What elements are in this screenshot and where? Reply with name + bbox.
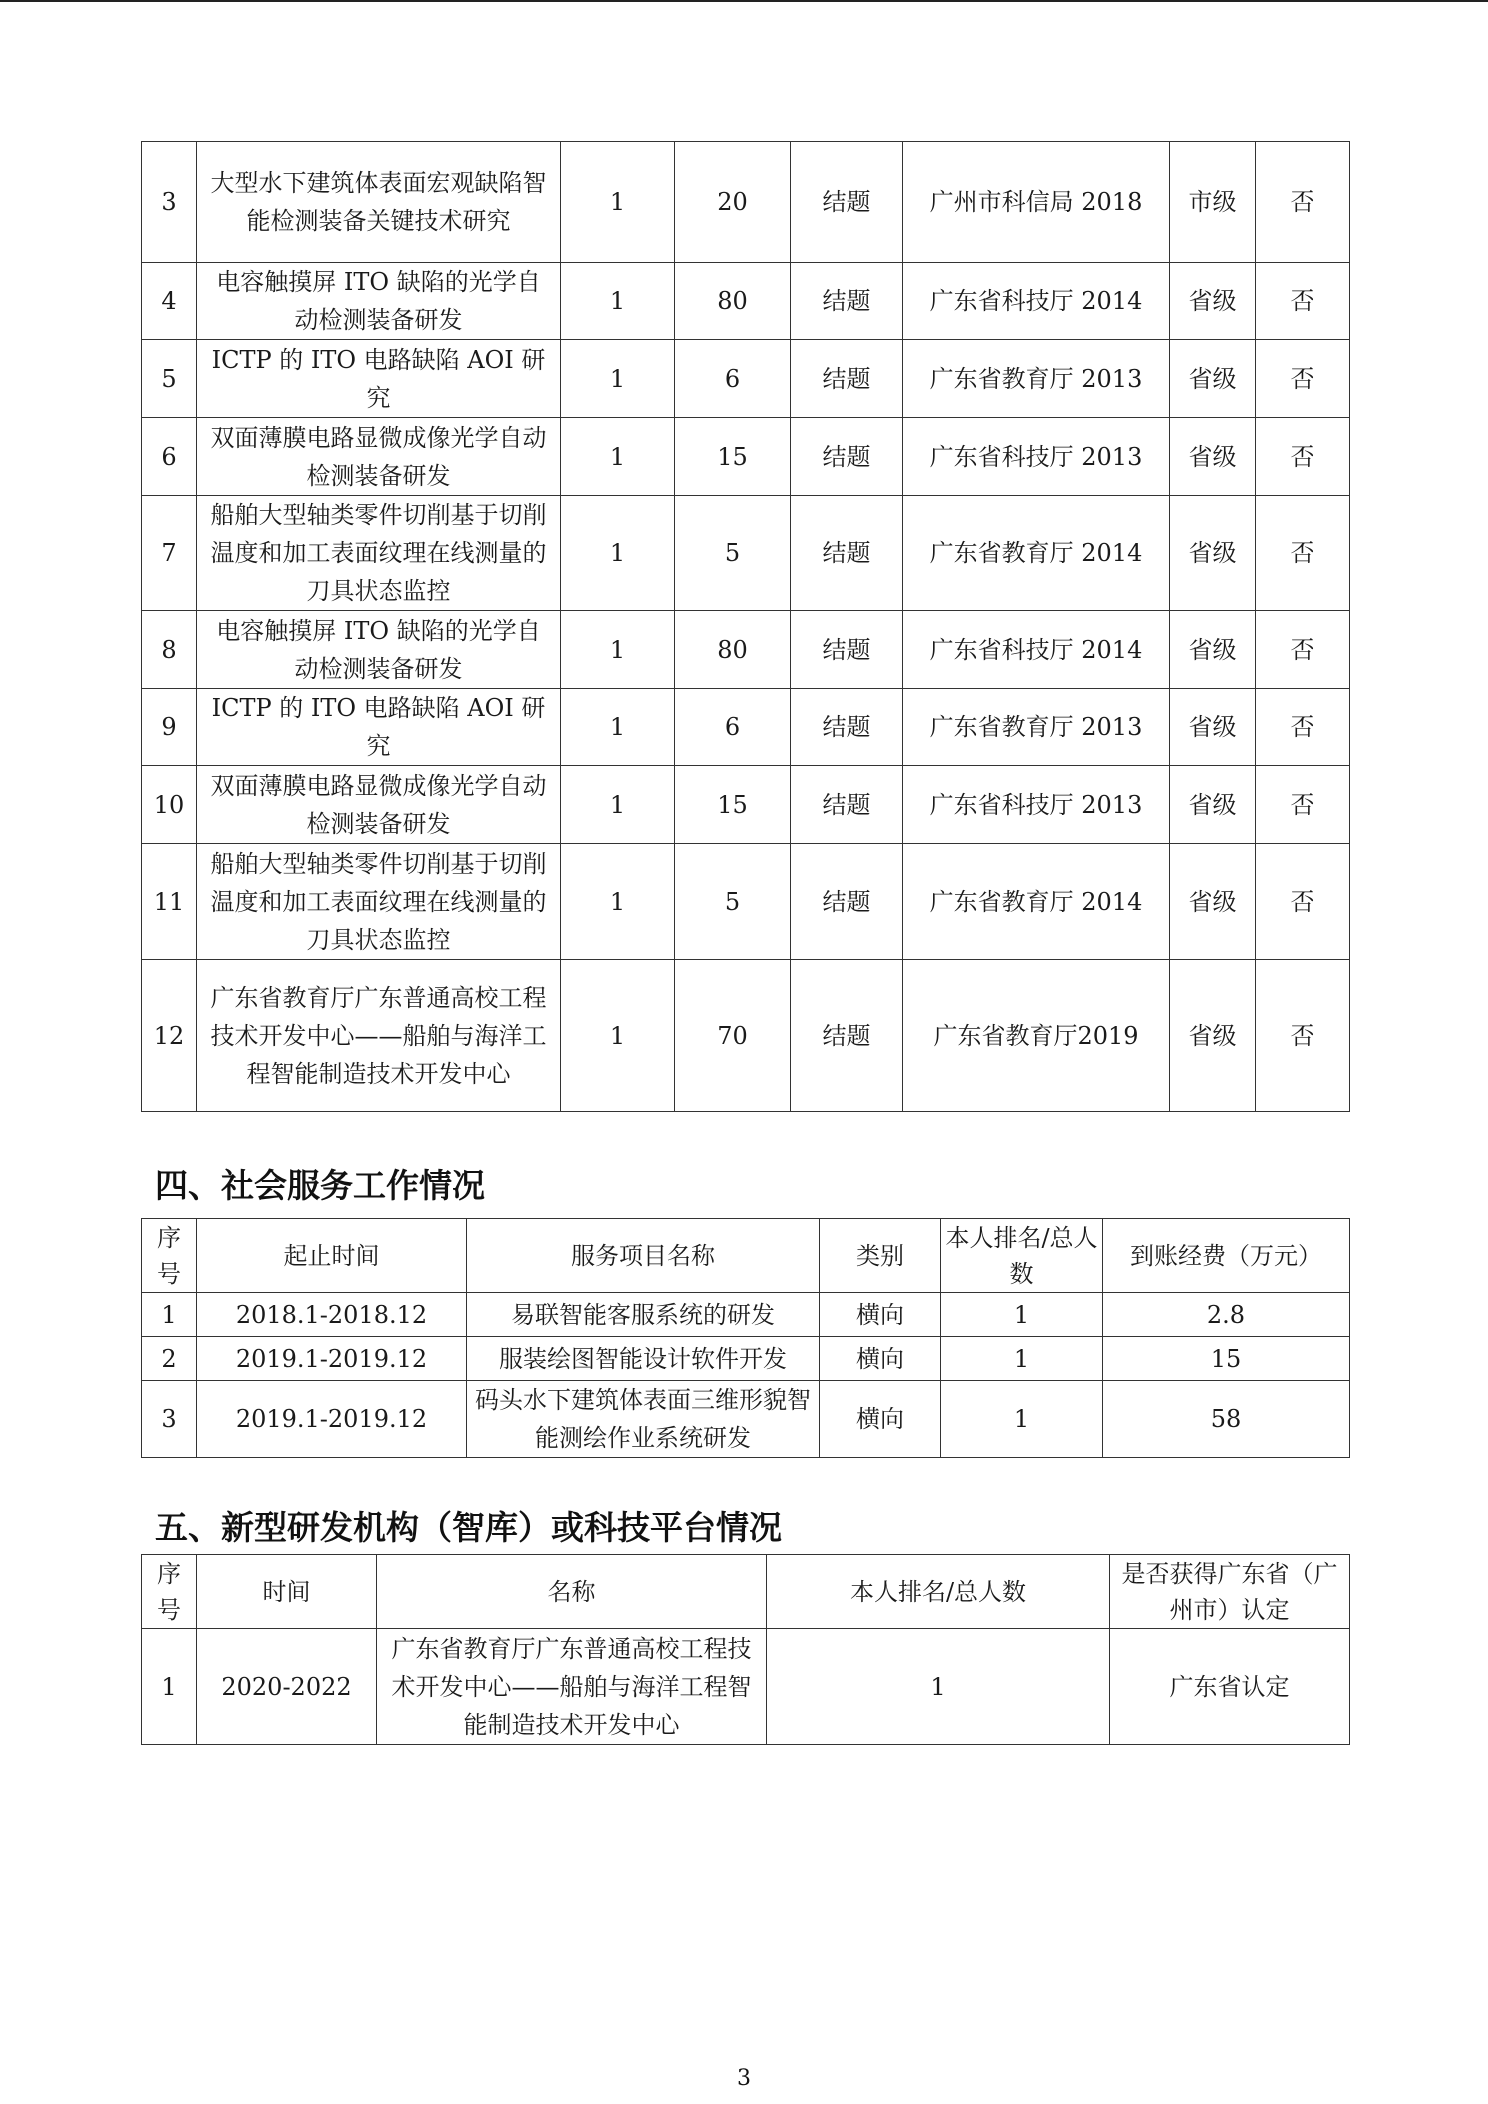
project-rank: 1: [561, 418, 675, 496]
project-funding: 5: [675, 496, 791, 611]
project-status: 结题: [791, 689, 903, 766]
project-title: 电容触摸屏 ITO 缺陷的光学自动检测装备研发: [197, 263, 561, 340]
col-header-recognized: 是否获得广东省（广州市）认定: [1110, 1555, 1350, 1629]
project-rank: 1: [561, 689, 675, 766]
row-no: 4: [142, 263, 197, 340]
table-row: [142, 142, 1350, 263]
row-no: 8: [142, 611, 197, 689]
project-title: 广东省教育厅广东普通高校工程技术开发中心——船舶与海洋工程智能制造技术开发中心: [197, 960, 561, 1112]
project-rank: 1: [561, 844, 675, 960]
table-row: [142, 1629, 1350, 1745]
row-no: 10: [142, 766, 197, 844]
row-no: 1: [142, 1629, 197, 1745]
project-funding: 80: [675, 611, 791, 689]
service-type: 横向: [820, 1337, 941, 1381]
project-title: ICTP 的 ITO 电路缺陷 AOI 研究: [197, 689, 561, 766]
table-row: [142, 766, 1350, 844]
project-title: 大型水下建筑体表面宏观缺陷智能检测装备关键技术研究: [197, 142, 561, 263]
project-funding: 70: [675, 960, 791, 1112]
project-status: 结题: [791, 340, 903, 418]
project-status: 结题: [791, 418, 903, 496]
col-header-period: 起止时间: [197, 1219, 467, 1293]
project-title: 船舶大型轴类零件切削基于切削温度和加工表面纹理在线测量的刀具状态监控: [197, 496, 561, 611]
project-flag: 否: [1256, 766, 1350, 844]
project-level: 省级: [1170, 689, 1256, 766]
row-no: 12: [142, 960, 197, 1112]
service-period: 2019.1-2019.12: [197, 1381, 467, 1458]
project-level: 省级: [1170, 844, 1256, 960]
project-level: 省级: [1170, 418, 1256, 496]
project-status: 结题: [791, 611, 903, 689]
table-row: [142, 1293, 1350, 1337]
project-status: 结题: [791, 496, 903, 611]
col-header-funds: 到账经费（万元）: [1103, 1219, 1350, 1293]
project-source: 广东省教育厅 2014: [903, 844, 1170, 960]
project-source: 广东省科技厅 2013: [903, 418, 1170, 496]
col-header-rank: 本人排名/总人数: [767, 1555, 1110, 1629]
project-flag: 否: [1256, 689, 1350, 766]
project-source: 广东省教育厅 2013: [903, 340, 1170, 418]
service-period: 2018.1-2018.12: [197, 1293, 467, 1337]
project-flag: 否: [1256, 611, 1350, 689]
project-level: 省级: [1170, 766, 1256, 844]
social-service-table: [141, 1218, 1350, 1458]
table-header-row: [142, 1555, 1350, 1629]
project-flag: 否: [1256, 142, 1350, 263]
project-funding: 6: [675, 689, 791, 766]
project-title: 船舶大型轴类零件切削基于切削温度和加工表面纹理在线测量的刀具状态监控: [197, 844, 561, 960]
row-no: 9: [142, 689, 197, 766]
table-row: [142, 418, 1350, 496]
col-header-rank: 本人排名/总人数: [941, 1219, 1103, 1293]
row-no: 2: [142, 1337, 197, 1381]
table-header-row: [142, 1219, 1350, 1293]
project-level: 省级: [1170, 263, 1256, 340]
project-funding: 15: [675, 418, 791, 496]
table-row: [142, 340, 1350, 418]
row-no: 1: [142, 1293, 197, 1337]
project-rank: 1: [561, 142, 675, 263]
service-name: 易联智能客服系统的研发: [467, 1293, 820, 1337]
service-type: 横向: [820, 1293, 941, 1337]
service-funds: 58: [1103, 1381, 1350, 1458]
row-no: 5: [142, 340, 197, 418]
platform-recognized: 广东省认定: [1110, 1629, 1350, 1745]
table-row: [142, 1337, 1350, 1381]
project-title: ICTP 的 ITO 电路缺陷 AOI 研究: [197, 340, 561, 418]
project-rank: 1: [561, 611, 675, 689]
platform-table: [141, 1554, 1350, 1745]
project-rank: 1: [561, 340, 675, 418]
project-status: 结题: [791, 263, 903, 340]
col-header-name: 名称: [377, 1555, 767, 1629]
project-funding: 6: [675, 340, 791, 418]
service-type: 横向: [820, 1381, 941, 1458]
service-rank: 1: [941, 1337, 1103, 1381]
project-status: 结题: [791, 766, 903, 844]
project-funding: 5: [675, 844, 791, 960]
project-level: 省级: [1170, 340, 1256, 418]
service-name: 码头水下建筑体表面三维形貌智能测绘作业系统研发: [467, 1381, 820, 1458]
project-rank: 1: [561, 766, 675, 844]
project-source: 广东省教育厅 2014: [903, 496, 1170, 611]
project-rank: 1: [561, 263, 675, 340]
project-flag: 否: [1256, 960, 1350, 1112]
project-flag: 否: [1256, 263, 1350, 340]
project-level: 市级: [1170, 142, 1256, 263]
col-header-name: 服务项目名称: [467, 1219, 820, 1293]
project-title: 双面薄膜电路显微成像光学自动检测装备研发: [197, 418, 561, 496]
platform-rank: 1: [767, 1629, 1110, 1745]
table-row: [142, 496, 1350, 611]
project-status: 结题: [791, 960, 903, 1112]
project-flag: 否: [1256, 496, 1350, 611]
project-source: 广州市科信局 2018: [903, 142, 1170, 263]
table-row: [142, 611, 1350, 689]
project-level: 省级: [1170, 960, 1256, 1112]
project-source: 广东省科技厅 2013: [903, 766, 1170, 844]
service-name: 服装绘图智能设计软件开发: [467, 1337, 820, 1381]
platform-time: 2020-2022: [197, 1629, 377, 1745]
project-source: 广东省科技厅 2014: [903, 263, 1170, 340]
top-border-line: [0, 0, 1488, 2]
project-title: 电容触摸屏 ITO 缺陷的光学自动检测装备研发: [197, 611, 561, 689]
project-status: 结题: [791, 844, 903, 960]
row-no: 6: [142, 418, 197, 496]
project-status: 结题: [791, 142, 903, 263]
col-header-type: 类别: [820, 1219, 941, 1293]
project-rank: 1: [561, 496, 675, 611]
project-source: 广东省科技厅 2014: [903, 611, 1170, 689]
service-rank: 1: [941, 1293, 1103, 1337]
row-no: 11: [142, 844, 197, 960]
projects-table: [141, 141, 1350, 1112]
service-rank: 1: [941, 1381, 1103, 1458]
row-no: 3: [142, 142, 197, 263]
project-funding: 20: [675, 142, 791, 263]
table-row: [142, 689, 1350, 766]
project-rank: 1: [561, 960, 675, 1112]
service-period: 2019.1-2019.12: [197, 1337, 467, 1381]
table-row: [142, 1381, 1350, 1458]
project-flag: 否: [1256, 340, 1350, 418]
col-header-no: 序号: [142, 1555, 197, 1629]
project-title: 双面薄膜电路显微成像光学自动检测装备研发: [197, 766, 561, 844]
project-flag: 否: [1256, 418, 1350, 496]
project-flag: 否: [1256, 844, 1350, 960]
page-number: 3: [737, 2066, 751, 2091]
col-header-no: 序号: [142, 1219, 197, 1293]
row-no: 7: [142, 496, 197, 611]
row-no: 3: [142, 1381, 197, 1458]
section-4-title: 四、社会服务工作情况: [155, 1166, 485, 1205]
project-source: 广东省教育厅 2013: [903, 689, 1170, 766]
project-funding: 80: [675, 263, 791, 340]
platform-name: 广东省教育厅广东普通高校工程技术开发中心——船舶与海洋工程智能制造技术开发中心: [377, 1629, 767, 1745]
project-source: 广东省教育厅2019: [903, 960, 1170, 1112]
service-funds: 2.8: [1103, 1293, 1350, 1337]
project-level: 省级: [1170, 496, 1256, 611]
col-header-time: 时间: [197, 1555, 377, 1629]
table-row: [142, 844, 1350, 960]
project-funding: 15: [675, 766, 791, 844]
table-row: [142, 960, 1350, 1112]
project-level: 省级: [1170, 611, 1256, 689]
section-5-title: 五、新型研发机构（智库）或科技平台情况: [155, 1508, 782, 1547]
service-funds: 15: [1103, 1337, 1350, 1381]
table-row: [142, 263, 1350, 340]
